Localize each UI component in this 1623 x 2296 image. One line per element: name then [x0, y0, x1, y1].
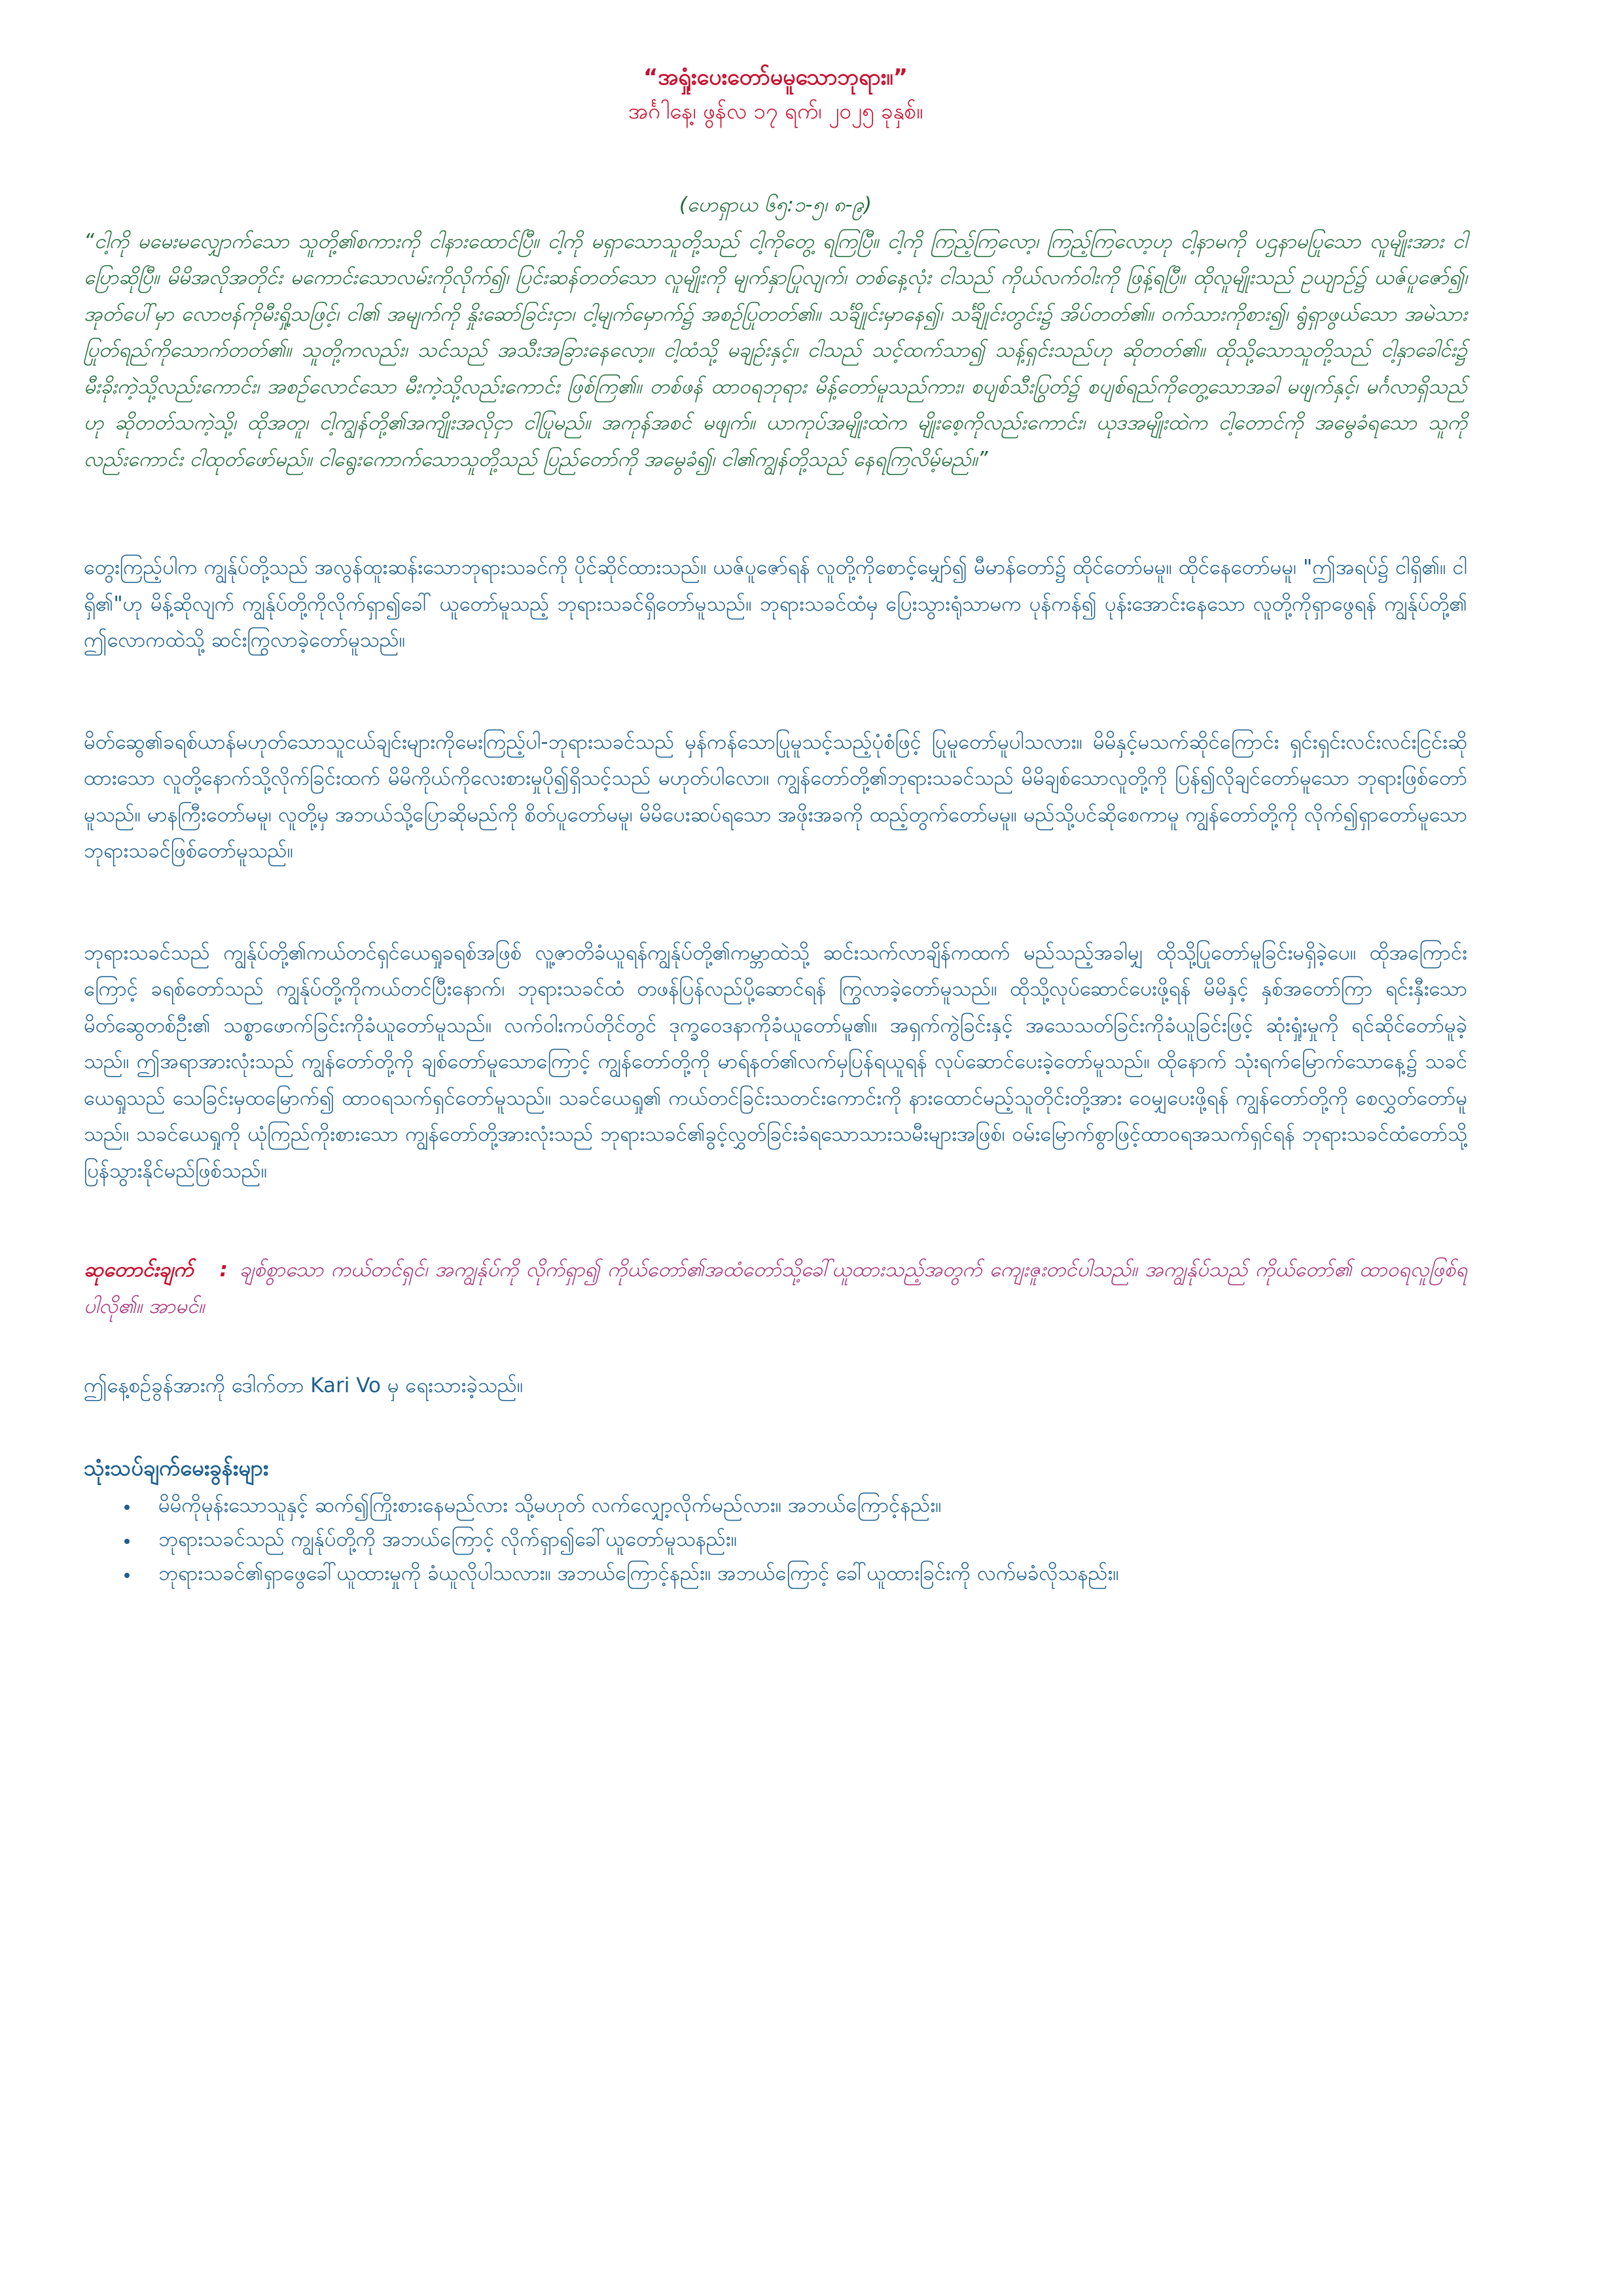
scripture-reference: (ဟေရှာယ ၆၅:၁-၅၊ ၈-၉) — [679, 193, 872, 217]
body-paragraph-3: ဘုရားသခင်သည် ကျွန်ုပ်တို့၏ကယ်တင်ရှင်ယေရှုခရစ်အဖြစ် လူ့ဇာတိခံယူရန်ကျွန်ုပ်တို့၏ကမ္ဘာထဲသို့ ဆင်းသက်လာချိန်ကထက် မည်သည့်အခါမျှ ထိုသို့ပြုတော်မူခြင်းမရှိခဲ့ပေ။ ထိုအကြောင်းကြောင့် ခရစ်တော်သည် ကျွန်ုပ်တို့ကိုကယ်တင်ပြီးနောက်၊ ဘုရားသခင်ထံ တဖန်ပြန်လည်ပို့ဆောင်ရန် ကြွလာခဲ့တော်မူသည်။ ထိုသို့လုပ်ဆောင်ပေးဖို့ရန် မိမိနှင့် နှစ်အတော်ကြာ ရင်းနှီးသောမိတ်ဆွေတစ်ဦး၏ သစ္စာဖောက်ခြင်းကိုခံယူတော်မူသည်။ လက်ဝါးကပ်တိုင်တွင် ဒုက္ခဝေဒနာကိုခံယူတော်မူ၏။ အရှက်ကွဲခြင်းနှင့် အသေသတ်ခြင်းကိုခံယူခြင်းဖြင့် ဆုံးရှုံးမှုကို ရင်ဆိုင်တော်မူခဲ့သည်။ ဤအရာအားလုံးသည် ကျွန်တော်တို့ကို ချစ်တော်မူသောကြောင့် ကျွန်တော်တို့ကို မာရ်နတ်၏လက်မှပြန်ရယူရန် လုပ်ဆောင်ပေးခဲ့တော်မူသည်။ ထိုနောက် သုံးရက်မြောက်သောနေ့၌ သခင်ယေရှုသည် သေခြင်းမှထမြောက်၍ ထာဝရသက်ရှင်တော်မူသည်။ သခင်ယေရှု၏ ကယ်တင်ခြင်းသတင်းကောင်းကို နားထောင်မည့်သူတိုင်းတို့အား ဝေမျှပေးဖို့ရန် ကျွန်တော်တို့ကို စေလွှတ်တော်မူသည်။ သခင်ယေရှုကို ယုံကြည်ကိုးစားသော ကျွန်တော်တို့အားလုံးသည် ဘုရားသခင်၏ခွင့်လွှတ်ခြင်းခံရသောသားသမီးများအဖြစ်၊ ဝမ်းမြောက်စွာဖြင့်ထာဝရအသက်ရှင်ရန် ဘုရားသခင်ထံတော်သို့ ပြန်သွားနိုင်မည်ဖြစ်သည်။ — [84, 941, 1467, 1183]
question-item: • ဘုရားသခင်၏ရှာဖွေခေါ်ယူထားမှုကို ခံယူလိုပါသလား။ အဘယ်ကြောင့်နည်း။ အဘယ်ကြောင့် ခေါ်ယူထားခြင်းကို လက်မခံလိုသနည်း။ — [139, 1556, 1467, 1590]
scripture-text: “ငါ့ကို မမေးမလျှောက်သော သူတို့၏စကားကို ငါနားထောင်ပြီ။ ငါ့ကို မရှာသောသူတို့သည် ငါ့ကိုတွေ့ ရကြပြီ။ ငါ့ကို ကြည့်ကြလော့၊ ကြည့်ကြလော့ဟု ငါ့နာမကို ပဌနာမပြုသော လူမျိုးအား ငါပြောဆိုပြီ။ မိမိအလိုအတိုင်း မကောင်းသောလမ်းကိုလိုက်၍၊ ပြင်းဆန်တတ်သော လူမျိုးကို မျက်နှာပြုလျက်၊ တစ်နေ့လုံး ငါသည် ကိုယ်လက်ဝါးကို ဖြန့်ရပြီ။ ထိုလူမျိုးသည် ဥယျာဉ်၌ ယဇ်ပူဇော်၍၊ အုတ်ပေါ်မှာ လောဗန်ကိုမီးရှို့သဖြင့်၊ ငါ၏ အမျက်ကို နှိုးဆော်ခြင်းငှာ၊ ငါ့မျက်မှောက်၌ အစဉ်ပြုတတ်၏။ သင်္ချိုင်းမှာနေ၍၊ သင်္ချိုင်းတွင်း၌ အိပ်တတ်၏။ ဝက်သားကိုစား၍၊ ရွံရှာဖွယ်သော အမဲသားပြုတ်ရည်ကိုသောက်တတ်၏။ သူတို့ကလည်း၊ သင်သည် အသီးအခြားနေလော့။ ငါ့ထံသို့ မချဉ်းနှင့်။ ငါသည် သင့်ထက်သာ၍ သန့်ရှင်းသည်ဟု ဆိုတတ်၏။ ထိုသို့သောသူတို့သည် ငါ့နှာခေါင်း၌ မီးခိုးကဲ့သို့လည်းကောင်း၊ အစဉ်လောင်သော မီးကဲ့သို့လည်းကောင်း ဖြစ်ကြ၏။ တစ်ဖန် ထာဝရဘုရား မိန့်တော်မူသည်ကား၊ စပျစ်သီးပြွတ်၌ စပျစ်ရည်ကိုတွေ့သောအခါ မဖျက်နှင့်၊ မင်္ဂလာရှိသည်ဟု ဆိုတတ်သကဲ့သို့၊ ထိုအတူ၊ ငါ့ကျွန်တို့၏အကျိုးအလိုငှာ ငါပြုမည်။ အကုန်အစင် မဖျက်။ ယာကုပ်အမျိုးထဲက မျိုးစေ့ကိုလည်းကောင်း၊ ယုဒအမျိုးထဲက ငါ့တောင်ကို အမွေခံရသော သူကိုလည်းကောင်း ငါထုတ်ဖော်မည်။ ငါရွေးကောက်သောသူတို့သည် ပြည်တော်ကို အမွေခံ၍၊ ငါ၏ကျွန်တို့သည် နေရကြလိမ့်မည်။” — [84, 229, 1467, 471]
prayer-label: ဆုတောင်းချက် — [84, 1258, 194, 1282]
questions-heading: သုံးသပ်ချက်မေးခွန်းများ — [84, 1455, 269, 1480]
scripture-section — [84, 187, 1467, 478]
question-item: • မိမိကိုမုန်းသောသူနှင့် ဆက်၍ကြိုးစားနေမည်လား သို့မဟုတ် လက်လျှော့လိုက်မည်လား။ အဘယ်ကြောင့်နည်း။ — [139, 1488, 1467, 1522]
question-item: • ဘုရားသခင်သည် ကျွန်ုပ်တို့ကို အဘယ်ကြောင့် လိုက်ရှာ၍ခေါ်ယူတော်မူသနည်း။ — [139, 1522, 1467, 1556]
questions-list — [84, 1488, 1467, 1590]
author-line: ဤနေ့စဉ်ခွန်အားကို ဒေါက်တာ Kari Vo မှ ရေးသားခဲ့သည်။ — [84, 1374, 524, 1397]
prayer-text: ချစ်စွာသော ကယ်တင်ရှင်၊ အကျွန်ုပ်ကို လိုက်ရှာ၍ ကိုယ်တော်၏အထံတော်သို့ခေါ်ယူထားသည့်အတွက် ကျေးဇူးတင်ပါသည်။ အကျွန်ုပ်သည် ကိုယ်တော်၏ ထာဝရလူဖြစ်ရပါလို၏။ အာမင်။ — [84, 1258, 1467, 1318]
devotional-title: “အရှုံးပေးတော်မမူသောဘုရား။” — [643, 64, 908, 90]
prayer-colon: : — [219, 1258, 228, 1282]
body-paragraph-1: တွေးကြည့်ပါက ကျွန်ုပ်တို့သည် အလွန်ထူးဆန်းသောဘုရားသခင်ကို ပိုင်ဆိုင်ထားသည်။ ယဇ်ပူဇော်ရန် လူတို့ကိုစောင့်မျှော်၍ မီမာန်တော်၌ ထိုင်တော်မမူ။ ထိုင်နေတော်မမူ၊ "ဤအရပ်၌ ငါရှိ၏။ ငါရှိ၏"ဟု မိန့်ဆိုလျက် ကျွန်ုပ်တို့ကိုလိုက်ရှာ၍ခေါ် ယူတော်မူသည့် ဘုရားသခင်ရှိတော်မူသည်။ ဘုရားသခင်ထံမှ ပြေးသွားရုံသာမက ပုန်ကန်၍ ပုန်းအောင်းနေသော လူတို့ကိုရှာဖွေရန် ကျွန်ုပ်တို့၏ ဤလောကထဲသို့ ဆင်းကြွလာခဲ့တော်မူသည်။ — [84, 556, 1467, 652]
prayer-section — [84, 1252, 1467, 1325]
devotional-date: အင်္ဂါနေ့၊ ဖွန်လ ၁၇ ရက်၊ ၂၀၂၅ ခုနှစ်။ — [628, 98, 923, 124]
body-paragraph-2: မိတ်ဆွေ၏ခရစ်ယာန်မဟုတ်သောသူငယ်ချင်းများကိုမေးကြည့်ပါ-ဘုရားသခင်သည် မှန်ကန်သောပြုမူသင့်သည့်ပုံစံဖြင့် ပြုမူတော်မူပါသလား။ မိမိနှင့်မသက်ဆိုင်ကြောင်း ရှင်းရှင်းလင်းလင်းငြင်းဆိုထားသော လူတို့နောက်သို့လိုက်ခြင်းထက် မိမိကိုယ်ကိုလေးစားမှုပို၍ရှိသင့်သည် မဟုတ်ပါလော။ ကျွန်တော်တို့၏ဘုရားသခင်သည် မိမိချစ်သောလူတို့ကို ပြန်၍လိုချင်တော်မူသော ဘုရားဖြစ်တော်မူသည်။ မာနကြီးတော်မမူ၊ လူတို့မှ အဘယ်သို့ပြောဆိုမည်ကို စိတ်ပူတော်မမူ၊ မိမိပေးဆပ်ရသော အဖိုးအခကို ထည့်တွက်တော်မမူ။ မည်သို့ပင်ဆိုစေကာမူ ကျွန်တော်တို့ကို လိုက်၍ရှာတော်မူသောဘုရားသခင်ဖြစ်တော်မူသည်။ — [84, 730, 1467, 863]
